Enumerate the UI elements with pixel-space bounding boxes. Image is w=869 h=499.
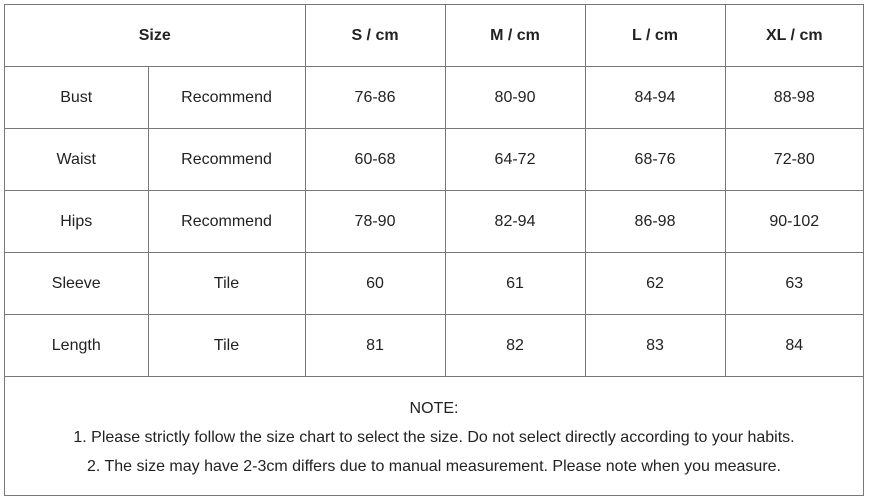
header-s: S / cm — [305, 5, 445, 67]
table-row — [5, 315, 863, 377]
row-method: Recommend — [148, 129, 305, 191]
note-item: 2. The size may have 2-3cm differs due to manual measurement. Please note when you measure. — [87, 458, 781, 475]
cell-l: 83 — [585, 315, 725, 377]
cell-xl: 88-98 — [725, 67, 863, 129]
cell-m: 82-94 — [445, 191, 585, 253]
size-chart — [4, 4, 864, 496]
table-row — [5, 191, 863, 253]
row-name: Hips — [5, 191, 148, 253]
cell-l: 68-76 — [585, 129, 725, 191]
row-name: Sleeve — [5, 253, 148, 315]
table-row — [5, 67, 863, 129]
row-name: Waist — [5, 129, 148, 191]
cell-xl: 84 — [725, 315, 863, 377]
cell-s: 60-68 — [305, 129, 445, 191]
cell-s: 78-90 — [305, 191, 445, 253]
cell-s: 60 — [305, 253, 445, 315]
row-method: Tile — [148, 315, 305, 377]
size-table — [5, 5, 863, 377]
row-name: Length — [5, 315, 148, 377]
header-row — [5, 5, 863, 67]
cell-s: 76-86 — [305, 67, 445, 129]
notes-section — [5, 378, 863, 481]
note-item: 1. Please strictly follow the size chart to select the size. Do not select directly according to your habits. — [73, 429, 795, 446]
cell-l: 62 — [585, 253, 725, 315]
size-header: Size — [5, 5, 305, 67]
row-method: Recommend — [148, 67, 305, 129]
row-name: Bust — [5, 67, 148, 129]
cell-m: 64-72 — [445, 129, 585, 191]
cell-xl: 63 — [725, 253, 863, 315]
header-xl: XL / cm — [725, 5, 863, 67]
row-method: Tile — [148, 253, 305, 315]
cell-m: 61 — [445, 253, 585, 315]
cell-xl: 72-80 — [725, 129, 863, 191]
table-row — [5, 253, 863, 315]
cell-s: 81 — [305, 315, 445, 377]
cell-l: 84-94 — [585, 67, 725, 129]
row-method: Recommend — [148, 191, 305, 253]
header-l: L / cm — [585, 5, 725, 67]
cell-m: 80-90 — [445, 67, 585, 129]
table-row — [5, 129, 863, 191]
note-title: NOTE: — [409, 400, 459, 417]
cell-m: 82 — [445, 315, 585, 377]
header-m: M / cm — [445, 5, 585, 67]
cell-xl: 90-102 — [725, 191, 863, 253]
cell-l: 86-98 — [585, 191, 725, 253]
